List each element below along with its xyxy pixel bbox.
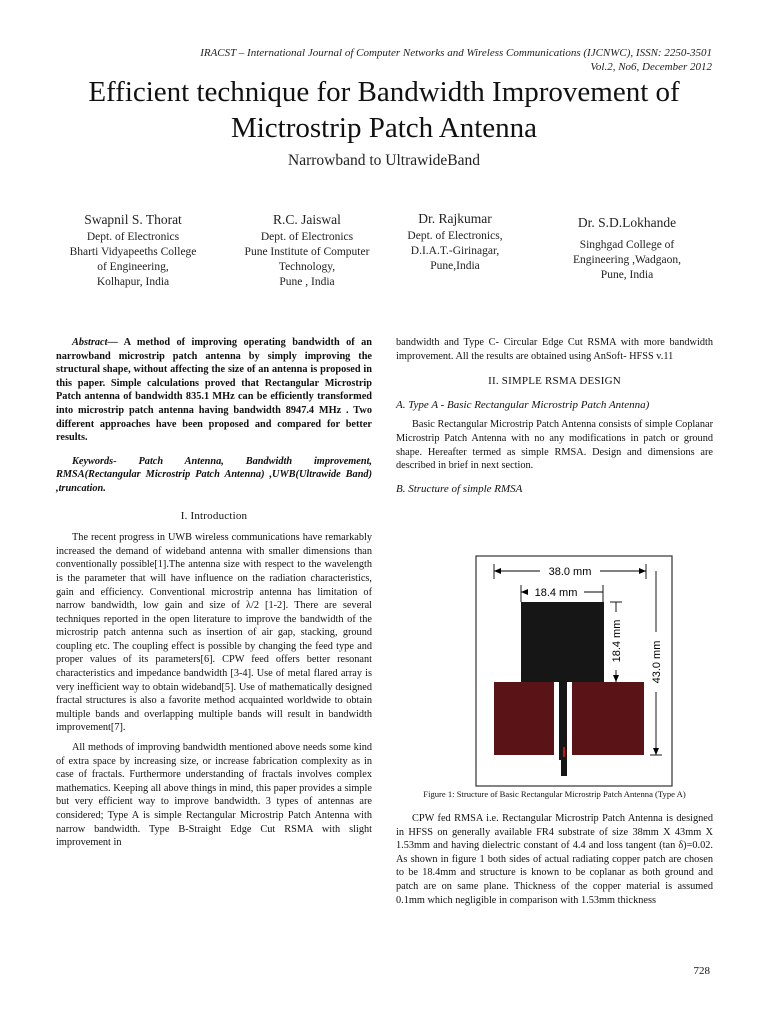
journal-header-line1: IRACST – International Journal of Computer Networks and Wireless Communications (IJCNWC), ISSN: 2250-3501 xyxy=(200,47,712,59)
right-column xyxy=(396,336,713,502)
journal-header xyxy=(200,46,712,74)
subsection-heading-type-a: A. Type A - Basic Rectangular Microstrip Patch Antenna) xyxy=(396,398,650,411)
author-affiliation-line: Engineering ,Wadgaon, xyxy=(573,254,681,266)
continued-paragraph: bandwidth and Type C- Circular Edge Cut RSMA with more bandwidth improvement. All the results are obtained using AnSoft- HFSS v.11 xyxy=(396,337,713,362)
radiating-patch xyxy=(521,602,604,682)
ground-plane-left xyxy=(494,682,554,755)
journal-header-line2: Vol.2, No6, December 2012 xyxy=(590,61,712,73)
author-block-1 xyxy=(48,211,218,290)
page-number: 728 xyxy=(693,965,710,977)
abstract xyxy=(56,336,372,445)
author-affiliation-line: D.I.A.T.-Girinagar, xyxy=(410,245,500,257)
section-heading-simple-rsma-design: II. SIMPLE RSMA DESIGN xyxy=(488,375,621,388)
abstract-text: A method of improving operating bandwidth of an narrowband microstrip patch antenna by simply improving the structural shape, without affecting the size of an antenna is proposed in this paper. Simple calculations proved that Rectangular Microstrip Patch antenna of bandwidth 835.1 MHz can be efficiently transformed into microstrip patch antenna having bandwidth 8947.4 MHz . Two different approaches have been proposed and compared for better results. xyxy=(56,337,372,444)
feed-marker xyxy=(563,747,565,757)
feed-port xyxy=(561,760,567,776)
intro-paragraph-2: All methods of improving bandwidth mentioned above needs some kind of extra space by increasing size, or increase fabrication complexity as in case of fractals. Furthermore understanding of fractals involves complex mathematics. Keeping all above things in mind, this paper provides a simple but very efficient way to improve bandwidth. 3 types of antennas are considered; Type A is simple Rectangular Microstrip Patch Antenna with narrow bandwidth. Type B-Straight Edge Cut RSMA with slight improvement in xyxy=(56,742,372,849)
author-affiliation-line: of Engineering, xyxy=(97,261,169,273)
abstract-label: Abstract— xyxy=(72,337,118,348)
author-affiliation-line: Pune, India xyxy=(600,269,654,281)
paper-title-line1: Efficient technique for Bandwidth Improvement of xyxy=(88,76,680,108)
author-affiliation-line: Pune,India xyxy=(430,260,480,272)
left-column xyxy=(56,336,372,850)
author-block-4 xyxy=(552,214,702,283)
author-affiliation-line: Pune Institute of Computer xyxy=(244,246,370,258)
paper-title xyxy=(0,74,768,146)
type-a-paragraph: Basic Rectangular Microstrip Patch Antenna consists of simple Coplanar Microstrip Patch Antenna with no any modifications in patch or ground shape. Hereafter termed as simple RMSA. Design and dimensions are described in brief in next section. xyxy=(396,419,713,472)
subsection-heading-structure: B. Structure of simple RMSA xyxy=(396,482,523,495)
author-affiliation-line: Pune , India xyxy=(279,276,335,288)
author-block-2 xyxy=(222,211,392,290)
ground-plane-right xyxy=(572,682,644,755)
author-name: Dr. S.D.Lokhande xyxy=(577,215,677,230)
author-affiliation-line: Bharti Vidyapeeths College xyxy=(69,246,197,258)
author-affiliation-line: Dept. of Electronics, xyxy=(407,230,503,242)
author-affiliation-line: Kolhapur, India xyxy=(96,276,170,288)
author-affiliation-line: Singhgad College of xyxy=(579,239,675,251)
width-dimension-label: 38.0 mm xyxy=(548,566,592,578)
author-affiliation-line: Technology, xyxy=(278,261,336,273)
intro-paragraph-1: The recent progress in UWB wireless communications have remarkably increased the demand of wideband antenna with smaller dimensions than conventionally possible[1].The antenna size with respect to the wavelength is the parameter that will have influence on the radiation characteristics, gain and efficiency. Conventional microstrip antenna has limitation of narrow bandwidth, low gain and size of λ/2 [1-2]. There are several techniques reported in the open literature to improve the bandwidth of the microstrip patch antenna such as insertion of air gap, stacking, ground coupling etc. The coupling effect is possible by changing the feed type and proper values of its parameters[6]. CPW feed offers better resonant characteristics and impedance bandwidth [3-4]. Use of metal flared array is very inefficient way to obtain wideband[5]. Use of mathematically designed fractal structures is also a favorite method acquainted worldwide to obtain multiple bands and overlapping multiple bands will result in bandwidth improvement[7]. xyxy=(56,532,372,734)
author-affiliation-line: Dept. of Electronics xyxy=(86,231,180,243)
keywords-label: Keywords- xyxy=(72,455,117,467)
figure-caption: Figure 1: Structure of Basic Rectangular Microstrip Patch Antenna (Type A) xyxy=(423,789,686,799)
right-column-lower xyxy=(396,812,713,907)
author-affiliation-line: Dept. of Electronics xyxy=(260,231,354,243)
patch-width-dimension-label: 18.4 mm xyxy=(534,587,578,599)
cpw-paragraph: CPW fed RMSA i.e. Rectangular Microstrip Patch Antenna is designed in HFSS on generally available FR4 substrate of size 38mm X 43mm X 1.53mm and having dielectric constant of 4.4 and loss tangent (tan δ)=0.02. As shown in figure 1 both sides of actual radiating copper patch are chosen to be 18.4mm and structure is known to be coplanar as both ground and patch are on same plane. Thickness of the copper material is assumed 0.1mm which negligible in comparison with 1.53mm thickness xyxy=(396,813,713,906)
section-heading-introduction: I. Introduction xyxy=(180,509,248,522)
antenna-structure-figure xyxy=(472,552,676,790)
paper-subtitle: Narrowband to UltrawideBand xyxy=(288,152,480,169)
keywords xyxy=(56,455,372,496)
author-name: Swapnil S. Thorat xyxy=(84,212,182,227)
paper-title-line2: Mictrostrip Patch Antenna xyxy=(230,112,538,144)
patch-height-dimension-label: 18.4 mm xyxy=(611,619,623,663)
keywords-text: Patch Antenna, Bandwidth improvement, RMSA(Rectangular Microstrip Patch Antenna) ,UWB(Ultrawide Band) ,truncation. xyxy=(56,455,372,494)
author-name: Dr. Rajkumar xyxy=(418,211,492,226)
author-name: R.C. Jaiswal xyxy=(273,212,341,227)
author-block-3 xyxy=(385,210,525,274)
height-dimension-label: 43.0 mm xyxy=(651,640,663,684)
